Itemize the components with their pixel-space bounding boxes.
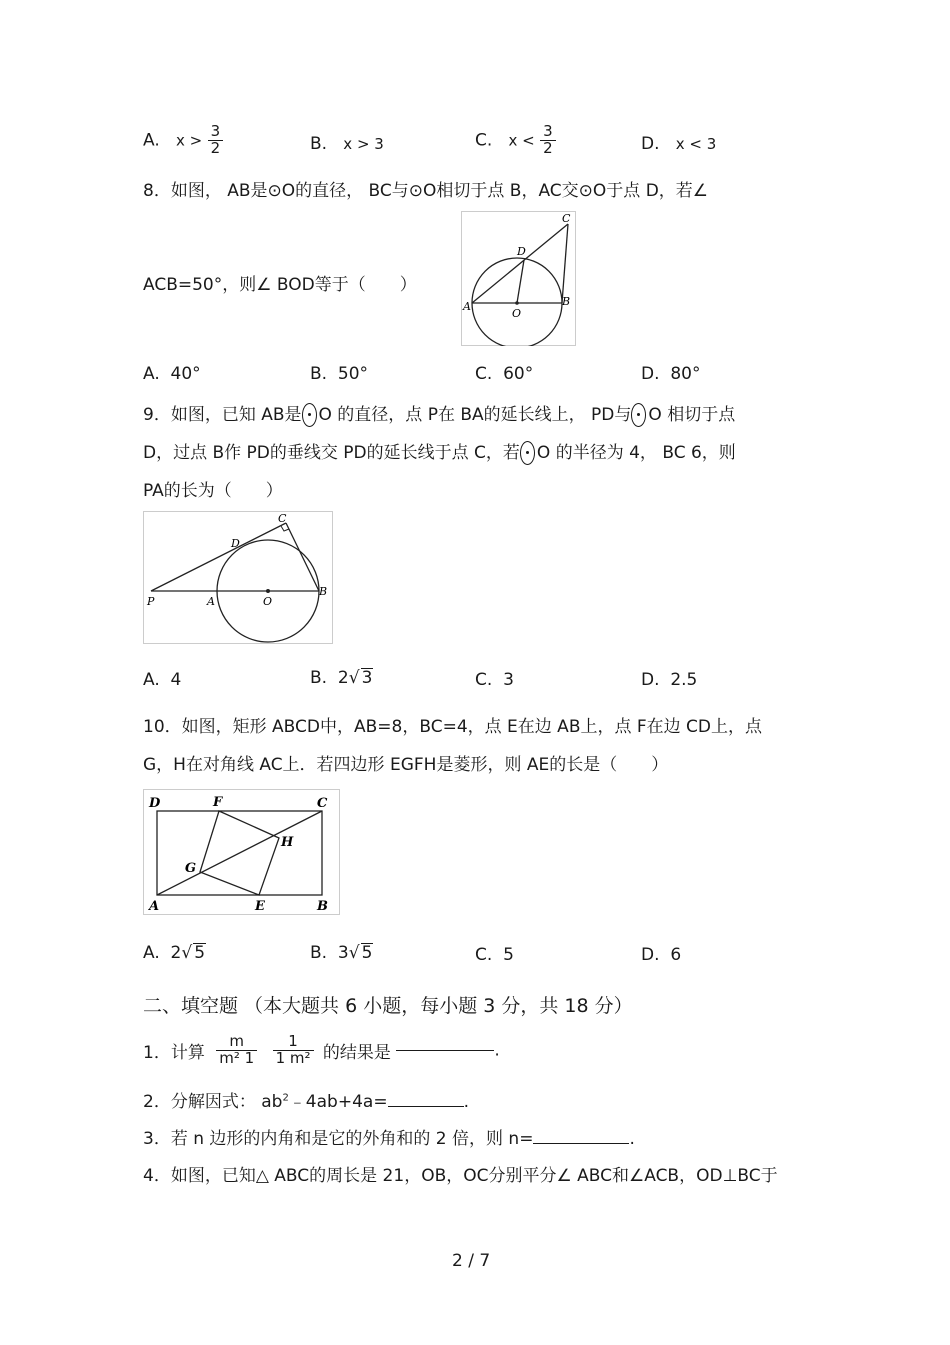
numerator: 3 <box>540 124 556 141</box>
option-label: C. <box>475 945 493 965</box>
question-text: 1．计算 <box>143 1042 205 1063</box>
label-c: C <box>317 796 328 811</box>
circle-dot-symbol <box>631 403 646 427</box>
denominator: 2 <box>543 138 553 157</box>
option-text: x < 3 <box>675 135 717 153</box>
fraction <box>273 1034 314 1067</box>
fill-q4: 4．如图，已知△ ABC的周长是 21，OB，OC分别平分∠ ABC和∠ACB，OD⊥BC于 <box>143 1166 778 1186</box>
stem-text: 9．如图，已知 AB是 <box>143 405 302 425</box>
option-text: x > 3 <box>343 135 384 153</box>
label-o: O <box>263 595 273 608</box>
center-dot <box>515 301 519 305</box>
q9-option-c <box>475 670 514 690</box>
option-label: B. <box>310 668 328 688</box>
numerator: m <box>216 1034 257 1051</box>
diagonal-ac <box>157 811 322 895</box>
denominator: 1 m² <box>275 1048 311 1067</box>
q8-figure <box>461 211 576 346</box>
q8-option-b <box>310 364 368 384</box>
period: . <box>629 1129 635 1149</box>
circle-dot-symbol <box>520 441 535 465</box>
q10-option-b <box>310 943 373 963</box>
fraction <box>540 124 556 157</box>
q7-option-c <box>475 124 556 157</box>
answer-blank[interactable] <box>388 1106 464 1107</box>
label-a: A <box>149 899 160 914</box>
page-number: 2 / 7 <box>452 1251 491 1271</box>
q10-option-a <box>143 943 206 963</box>
option-label: C. <box>475 130 493 151</box>
label-d: D <box>517 245 526 258</box>
q9-option-d <box>641 670 697 690</box>
option-label: D. <box>641 945 660 965</box>
q10-option-c <box>475 945 514 965</box>
period: . <box>463 1092 469 1112</box>
option-text: x > <box>175 131 203 150</box>
sqrt-icon: √ <box>181 943 193 963</box>
q8-option-a <box>143 364 201 384</box>
q8-stem-line1: 8．如图， AB是⊙O的直径， BC与⊙O相切于点 B，AC交⊙O于点 D，若∠ <box>143 181 709 201</box>
label-c: C <box>562 212 571 225</box>
option-text: 4 <box>170 670 182 690</box>
option-label: A. <box>143 364 160 384</box>
stem-text: O 的半径为 4， BC 6，则 <box>536 443 736 463</box>
label-a: A <box>463 300 471 313</box>
option-label: D. <box>641 134 660 154</box>
option-radicand: 5 <box>361 943 373 963</box>
circle-dot-symbol <box>302 403 317 427</box>
stem-text: D，过点 B作 PD的垂线交 PD的延长线于点 C，若 <box>143 443 520 463</box>
option-coefficient: 2 <box>337 668 349 688</box>
question-text: 的结果是 <box>322 1042 391 1063</box>
segment-od <box>517 260 524 303</box>
q8-option-d <box>641 364 700 384</box>
center-dot <box>266 589 270 593</box>
option-label: B. <box>310 364 328 384</box>
q9-stem-line3: PA的长为（ ） <box>143 481 283 501</box>
label-d: D <box>231 537 240 550</box>
q10-stem-line1: 10．如图，矩形 ABCD中，AB=8，BC=4，点 E在边 AB上，点 F在边 CD上，点 <box>143 717 763 737</box>
option-label: B. <box>310 943 328 963</box>
q7-option-a <box>143 124 223 157</box>
option-text: 80° <box>670 364 701 384</box>
q9-stem-line1 <box>143 400 735 427</box>
tangent-bc <box>562 224 568 303</box>
fraction <box>216 1034 257 1067</box>
q10-option-d <box>641 945 681 965</box>
figure-frame <box>144 512 333 644</box>
stem-text: O 相切于点 <box>648 405 736 425</box>
option-coefficient: 2 <box>170 943 182 963</box>
stem-text: O 的直径，点 P在 BA的延长线上， PD与 <box>318 405 632 425</box>
option-text: x < <box>508 131 535 150</box>
q9-option-a <box>143 670 181 690</box>
sqrt-icon: √ <box>348 943 360 963</box>
label-d: D <box>149 796 161 811</box>
label-f: F <box>213 795 223 810</box>
label-a: A <box>207 595 215 608</box>
question-text: ﹣4ab+4a= <box>288 1092 388 1112</box>
question-text: 2．分解因式： ab <box>143 1092 283 1112</box>
q7-option-b <box>310 134 384 154</box>
option-text: 2.5 <box>670 670 698 690</box>
question-text: 3．若 n 边形的内角和是它的外角和的 2 倍，则 n= <box>143 1129 534 1149</box>
section-title: 二、填空题 （本大题共 6 小题，每小题 3 分，共 18 分） <box>143 995 633 1017</box>
label-b: B <box>319 585 328 598</box>
denominator: m² 1 <box>219 1048 255 1067</box>
answer-blank[interactable] <box>533 1143 629 1144</box>
option-label: A. <box>143 943 160 963</box>
answer-blank[interactable] <box>396 1050 494 1051</box>
q9-figure <box>143 511 333 644</box>
label-p: P <box>147 595 155 608</box>
q9-stem-line2 <box>143 438 736 465</box>
option-text: 50° <box>337 364 369 384</box>
option-label: C. <box>475 670 493 690</box>
option-label: D. <box>641 670 660 690</box>
line-ac <box>472 224 568 303</box>
option-text: 3 <box>503 670 514 690</box>
option-text: 40° <box>170 364 201 384</box>
option-text: 5 <box>503 945 514 965</box>
option-coefficient: 3 <box>337 943 349 963</box>
q8-option-c <box>475 364 533 384</box>
label-o: O <box>512 307 522 320</box>
q7-option-d <box>641 134 716 154</box>
label-b: B <box>317 899 328 914</box>
numerator: 3 <box>208 124 224 141</box>
label-g: G <box>185 861 197 876</box>
option-radicand: 3 <box>361 668 373 688</box>
q9-option-b <box>310 668 373 688</box>
q10-figure <box>143 789 340 915</box>
label-c: C <box>278 512 287 525</box>
option-label: B. <box>310 134 328 154</box>
option-radicand: 5 <box>194 943 206 963</box>
sqrt-icon: √ <box>348 668 360 688</box>
denominator: 2 <box>210 138 221 157</box>
option-label: A. <box>143 670 160 690</box>
option-label: C. <box>475 364 493 384</box>
label-e: E <box>255 899 265 914</box>
option-label: D. <box>641 364 660 384</box>
q8-stem-line2: ACB=50°，则∠ BOD等于（ ） <box>143 275 417 295</box>
option-text: 60° <box>503 364 534 384</box>
label-h: H <box>281 835 294 850</box>
fill-q1 <box>143 1034 500 1067</box>
fraction <box>208 124 224 157</box>
option-text: 6 <box>670 945 682 965</box>
superscript: 2 <box>282 1092 289 1104</box>
option-label: A. <box>143 130 160 151</box>
segment-bc <box>286 523 319 591</box>
fill-q3 <box>143 1124 635 1149</box>
q10-stem-line2: G，H在对角线 AC上．若四边形 EGFH是菱形，则 AE的长是（ ） <box>143 755 669 775</box>
period: . <box>494 1040 500 1061</box>
numerator: 1 <box>273 1034 314 1051</box>
label-b: B <box>562 295 571 308</box>
fill-q2 <box>143 1087 469 1112</box>
